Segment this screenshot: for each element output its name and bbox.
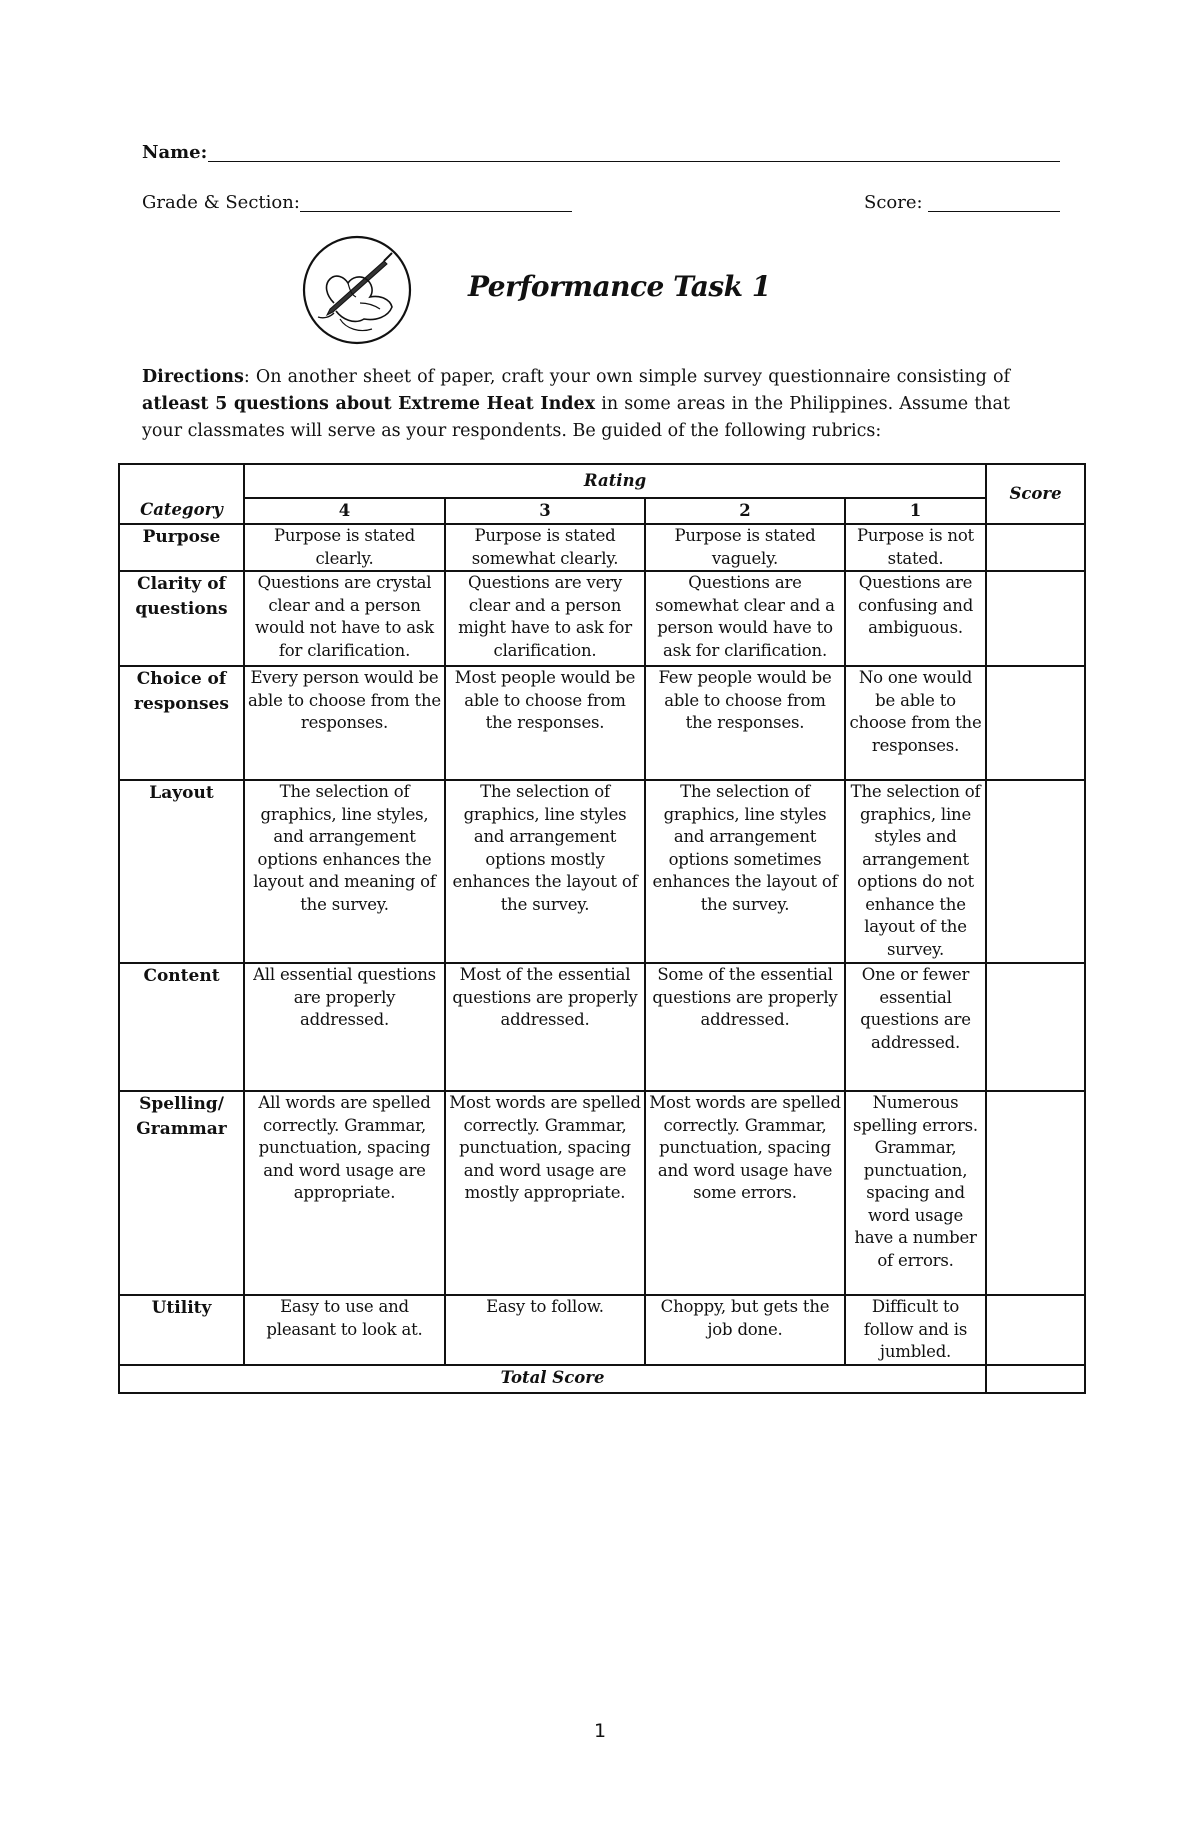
directions-lead: Directions: [142, 367, 244, 387]
total-score-cell[interactable]: [986, 1365, 1085, 1393]
table-row: [119, 780, 1085, 963]
rubric-cell: One or fewer essential questions are addressed.: [845, 963, 986, 1091]
total-score-label: Total Score: [119, 1365, 986, 1393]
rubric-cell: Purpose is stated clearly.: [244, 524, 445, 571]
rubric-cell: Difficult to follow and is jumbled.: [845, 1295, 986, 1365]
grade-section-label: Grade & Section:: [142, 192, 300, 213]
rubric-cell: Easy to follow.: [445, 1295, 645, 1365]
rating-1: 1: [845, 498, 986, 524]
name-label: Name:: [142, 142, 208, 163]
rubric-cell: Some of the essential questions are properly addressed.: [645, 963, 845, 1091]
rubric-cell: All words are spelled correctly. Grammar, punctuation, spacing and word usage are appropriate.: [244, 1091, 445, 1295]
rubric-cell: Most words are spelled correctly. Grammar, punctuation, spacing and word usage are mostly appropriate.: [445, 1091, 645, 1295]
rating-2: 2: [645, 498, 845, 524]
rubric-cell: The selection of graphics, line styles, and arrangement options enhances the layout and meaning of the survey.: [244, 780, 445, 963]
rubric-cell: Easy to use and pleasant to look at.: [244, 1295, 445, 1365]
directions-text-1: : On another sheet of paper, craft your own simple survey questionnaire consisting of: [243, 367, 1010, 387]
rubric-cell: Questions are very clear and a person might have to ask for clarification.: [445, 571, 645, 666]
rubric-header-row: [119, 464, 1085, 498]
name-field[interactable]: [208, 161, 1060, 162]
rubric-cell: Numerous spelling errors. Grammar, punctuation, spacing and word usage have a number of errors.: [845, 1091, 986, 1295]
rubric-cell: Purpose is stated vaguely.: [645, 524, 845, 571]
rubric-cell: Most people would be able to choose from the responses.: [445, 666, 645, 780]
score-header: Score: [986, 464, 1085, 524]
rubric-cell: All essential questions are properly addressed.: [244, 963, 445, 1091]
table-row: [119, 666, 1085, 780]
rubric-cell: The selection of graphics, line styles and arrangement options sometimes enhances the layout of the survey.: [645, 780, 845, 963]
score-field[interactable]: [928, 211, 1060, 212]
page-title: Performance Task 1: [468, 270, 771, 303]
rating-4: 4: [244, 498, 445, 524]
table-row: [119, 963, 1085, 1091]
rubric-cell: The selection of graphics, line styles and arrangement options mostly enhances the layout of the survey.: [445, 780, 645, 963]
directions-bold: atleast 5 questions about Extreme Heat Index: [142, 394, 596, 414]
score-cell-clarity[interactable]: [986, 571, 1085, 666]
hand-writing-pen-icon: [300, 233, 414, 347]
category-choice-of-responses: Choice of responses: [119, 666, 244, 780]
total-score-row: [119, 1365, 1085, 1393]
category-purpose: Purpose: [119, 524, 244, 571]
rubric-cell: Most of the essential questions are properly addressed.: [445, 963, 645, 1091]
rubric-cell: Few people would be able to choose from the responses.: [645, 666, 845, 780]
rubric-cell: Most words are spelled correctly. Grammar, punctuation, spacing and word usage have some errors.: [645, 1091, 845, 1295]
rubric-cell: Purpose is stated somewhat clearly.: [445, 524, 645, 571]
rubric-cell: Questions are confusing and ambiguous.: [845, 571, 986, 666]
score-cell-content[interactable]: [986, 963, 1085, 1091]
score-cell-purpose[interactable]: [986, 524, 1085, 571]
rating-header: Rating: [244, 464, 986, 498]
table-row: [119, 1091, 1085, 1295]
category-header: Category: [119, 464, 244, 524]
directions-paragraph: [142, 364, 1010, 445]
rubric-cell: Choppy, but gets the job done.: [645, 1295, 845, 1365]
directions-text-2: in some areas in the Philippines. Assume that your classmates will serve as your respondents. Be guided of the following rubrics:: [142, 394, 1010, 441]
rubric-cell: Every person would be able to choose from the responses.: [244, 666, 445, 780]
rating-numbers-row: [119, 498, 1085, 524]
category-spelling-grammar: Spelling/ Grammar: [119, 1091, 244, 1295]
table-row: [119, 524, 1085, 571]
rubric-table: [118, 463, 1086, 1394]
rubric-cell: Purpose is not stated.: [845, 524, 986, 571]
category-clarity-of-questions: Clarity of questions: [119, 571, 244, 666]
category-layout: Layout: [119, 780, 244, 963]
score-cell-utility[interactable]: [986, 1295, 1085, 1365]
category-content: Content: [119, 963, 244, 1091]
score-cell-choice[interactable]: [986, 666, 1085, 780]
rubric-cell: Questions are somewhat clear and a person would have to ask for clarification.: [645, 571, 845, 666]
rubric-cell: No one would be able to choose from the responses.: [845, 666, 986, 780]
grade-section-field[interactable]: [300, 211, 572, 212]
table-row: [119, 571, 1085, 666]
score-cell-spelling[interactable]: [986, 1091, 1085, 1295]
score-label: Score:: [864, 192, 923, 213]
table-row: [119, 1295, 1085, 1365]
rubric-cell: The selection of graphics, line styles and arrangement options do not enhance the layout of the survey.: [845, 780, 986, 963]
rubric-cell: Questions are crystal clear and a person would not have to ask for clarification.: [244, 571, 445, 666]
category-utility: Utility: [119, 1295, 244, 1365]
page-number: 1: [593, 1720, 607, 1742]
rating-3: 3: [445, 498, 645, 524]
score-cell-layout[interactable]: [986, 780, 1085, 963]
